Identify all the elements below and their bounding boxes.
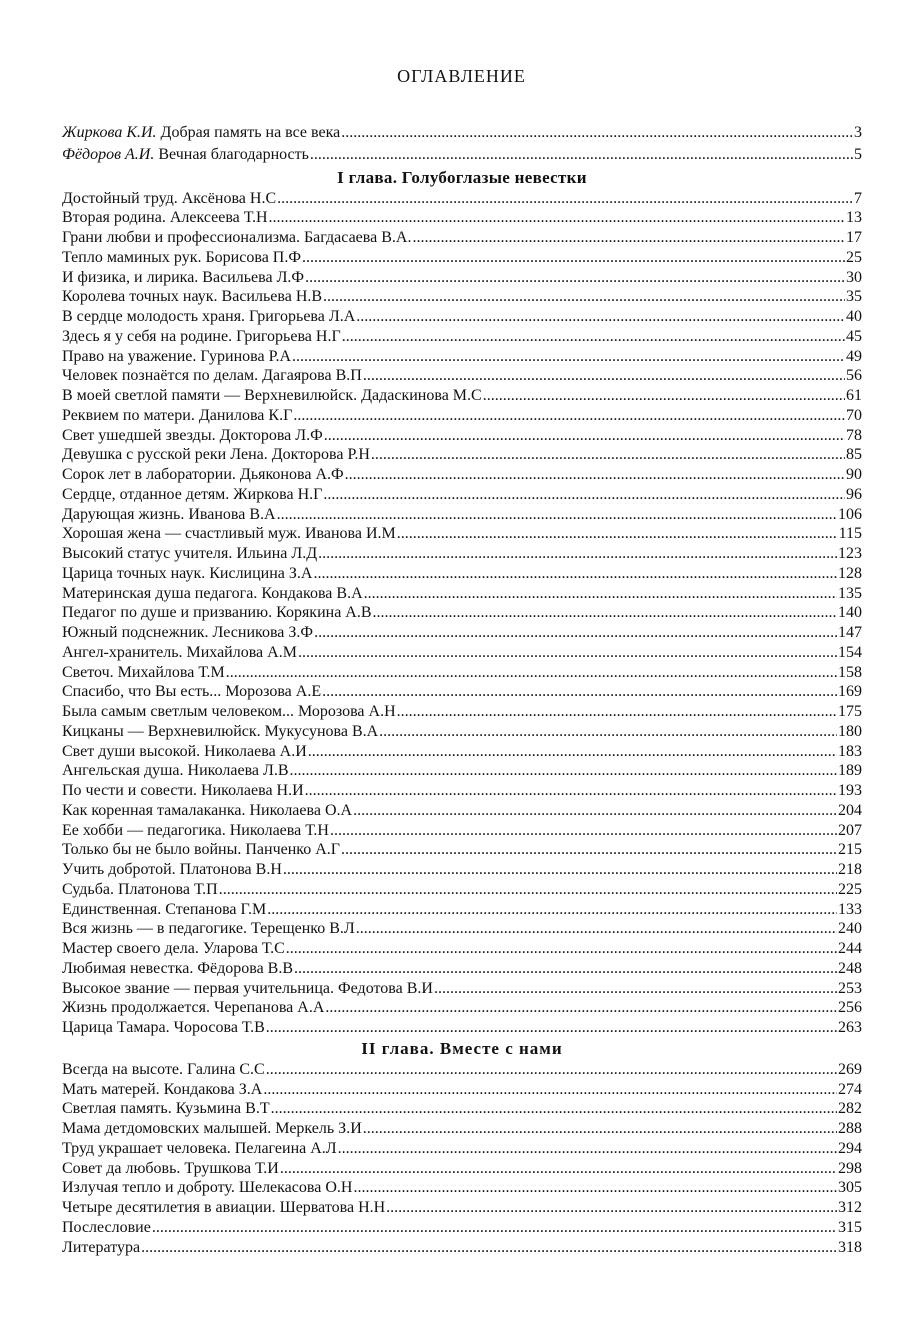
entry-page-number: 274: [838, 1080, 862, 1098]
entry-title: Труд украшает человека. Пелагеина А.Л: [62, 1139, 337, 1157]
entry-page-number: 17: [846, 229, 862, 246]
dot-leader: [283, 860, 837, 880]
entry-title: И физика, и лирика. Васильева Л.Ф: [62, 268, 305, 286]
entry-title: Человек познаётся по делам. Дагаярова В.П: [62, 367, 362, 385]
entry-page-number: 225: [838, 880, 862, 898]
entry-page-number: 135: [838, 584, 862, 602]
entry-page-number: 315: [838, 1218, 862, 1236]
dot-leader: [330, 821, 837, 841]
dot-leader: [313, 564, 837, 584]
entry-page-number: 207: [838, 821, 862, 839]
toc-entry: [62, 287, 862, 307]
dot-leader: [314, 623, 837, 643]
entry-title: Учить добротой. Платонова В.Н: [62, 861, 282, 878]
entry-title: Королева точных наук. Васильева Н.В: [62, 288, 323, 306]
entry-page-number: 240: [838, 920, 862, 938]
entry-page-number: 180: [838, 722, 862, 740]
entry-page-number: 215: [838, 841, 862, 859]
entry-title: Единственная. Степанова Г.М: [62, 900, 267, 918]
entry-page-number: 154: [838, 643, 862, 661]
toc-entry: [62, 1080, 862, 1100]
entry-page-number: 78: [846, 426, 862, 444]
entry-page-number: 123: [838, 545, 862, 562]
dot-leader: [219, 880, 837, 900]
entry-page-number: 312: [838, 1199, 862, 1216]
dot-leader: [318, 544, 837, 564]
entry-page-number: 305: [838, 1179, 862, 1197]
entry-title: Совет да любовь. Трушкова Т.И: [62, 1159, 279, 1177]
entry-title: Девушка с русской реки Лена. Докторова Р.Н: [62, 446, 370, 464]
toc-entry: [62, 1099, 862, 1119]
dot-leader: [364, 584, 837, 604]
entry-page-number: 175: [838, 703, 862, 720]
entry-page-number: 189: [838, 762, 862, 780]
dot-leader: [356, 919, 837, 939]
entry-page-number: 128: [838, 564, 862, 582]
toc-entry: [62, 781, 862, 801]
toc-entry: [62, 900, 862, 920]
toc-entry: [62, 939, 862, 959]
chapter-heading: II глава. Вместе с нами: [361, 1038, 563, 1058]
toc-entry: [62, 959, 862, 979]
entry-title: Сердце, отданное детям. Жиркова Н.Г: [62, 485, 323, 503]
toc-entry: [62, 702, 862, 722]
dot-leader: [412, 228, 845, 248]
entry-author: Фёдоров А.И.: [62, 145, 155, 163]
entry-page-number: 282: [838, 1100, 862, 1118]
entry-title: Свет ушедшей звезды. Докторова Л.Ф: [62, 426, 323, 444]
chapter-heading: I глава. Голубоглазые невестки: [337, 167, 587, 187]
dot-leader: [324, 426, 845, 446]
entry-title: [62, 123, 340, 143]
dot-leader: [345, 465, 845, 485]
entry-title: Реквием по матери. Данилова К.Г: [62, 406, 293, 424]
entry-page-number: 35: [846, 288, 862, 306]
toc-entry: [62, 880, 862, 900]
dot-leader: [341, 840, 837, 860]
entry-page-number: 106: [838, 505, 862, 523]
toc-entry: [62, 1060, 862, 1080]
toc-entry: [62, 1159, 862, 1179]
entry-page-number: 7: [854, 189, 862, 207]
entry-title: Право на уважение. Гуринова Р.А: [62, 347, 292, 365]
entry-page-number: 244: [838, 940, 862, 957]
entry-page-number: 3: [854, 124, 862, 141]
toc-entry: [62, 663, 862, 683]
entry-title: В сердце молодость храня. Григорьева Л.А: [62, 308, 356, 325]
toc-entry: [62, 445, 862, 465]
toc-entry: [62, 327, 862, 347]
dot-leader: [434, 979, 837, 999]
dot-leader: [353, 801, 837, 821]
dot-leader: [141, 1238, 837, 1258]
entry-title: Кицканы — Верхневилюйск. Мукусунова В.А: [62, 722, 379, 740]
entry-title: Царица Тамара. Чоросова Т.В: [62, 1019, 265, 1036]
dot-leader: [277, 189, 853, 209]
entry-page-number: 96: [846, 485, 862, 503]
dot-leader: [363, 1119, 837, 1139]
dot-leader: [397, 524, 838, 544]
dot-leader: [363, 366, 845, 386]
dot-leader: [397, 702, 837, 722]
dot-leader: [379, 722, 837, 742]
entry-page-number: 158: [838, 663, 862, 681]
entry-title: Дарующая жизнь. Иванова В.А: [62, 505, 276, 523]
toc-entry: [62, 584, 862, 604]
dot-leader: [356, 307, 845, 327]
toc-entry: [62, 505, 862, 525]
dot-leader: [266, 1060, 837, 1080]
toc-entry: [62, 998, 862, 1018]
dot-leader: [290, 761, 837, 781]
entry-title: Мастер своего дела. Уларова Т.С: [62, 940, 285, 957]
preface-entry: [62, 123, 862, 143]
toc-entry: [62, 228, 862, 248]
toc-entry: [62, 722, 862, 742]
dot-leader: [373, 603, 837, 623]
entry-page-number: 253: [838, 979, 862, 997]
entry-page-number: 30: [846, 268, 862, 286]
entry-title: Хорошая жена — счастливый муж. Иванова И.М: [62, 525, 396, 543]
dot-leader: [323, 287, 845, 307]
entry-title: Любимая невестка. Фёдорова В.В: [62, 959, 294, 977]
preface-entry: [62, 145, 862, 165]
entry-page-number: 61: [846, 387, 862, 404]
entry-page-number: 40: [846, 308, 862, 325]
toc-entry: [62, 189, 862, 209]
entry-page-number: 147: [838, 624, 862, 641]
dot-leader: [269, 208, 845, 228]
dot-leader: [325, 998, 837, 1018]
entry-title: По чести и совести. Николаева Н.И: [62, 782, 304, 799]
toc-entry: [62, 1178, 862, 1198]
toc-entry: [62, 840, 862, 860]
entry-title: Ее хобби — педагогика. Николаева Т.Н: [62, 821, 329, 839]
toc-entry: [62, 307, 862, 327]
dot-leader: [286, 939, 837, 959]
dot-leader: [310, 145, 853, 165]
entry-title: Судьба. Платонова Т.П: [62, 880, 218, 898]
entry-title: Тепло маминых рук. Борисова П.Ф: [62, 248, 301, 266]
toc-entry: [62, 801, 862, 821]
entry-page-number: 298: [838, 1159, 862, 1177]
entry-author: Жиркова К.И.: [62, 124, 157, 141]
toc-entry: [62, 366, 862, 386]
entry-title: Светлая память. Кузьмина В.Т: [62, 1100, 270, 1118]
entry-title: Литература: [62, 1238, 141, 1256]
dot-leader: [263, 1080, 837, 1100]
toc-entry: [62, 406, 862, 426]
toc-entry: [62, 465, 862, 485]
dot-leader: [226, 663, 837, 683]
entry-page-number: 56: [846, 367, 862, 385]
entry-title: Царица точных наук. Кислицина З.А: [62, 564, 313, 582]
entry-title: Достойный труд. Аксёнова Н.С: [62, 189, 277, 207]
dot-leader: [271, 1099, 837, 1119]
toc-entry: [62, 347, 862, 367]
entry-page-number: 169: [838, 683, 862, 701]
dot-leader: [152, 1218, 837, 1238]
entry-page-number: 85: [846, 446, 862, 464]
toc-entry: [62, 524, 862, 544]
entry-title: Грани любви и профессионализма. Багдасаева В.А.: [62, 229, 412, 246]
toc-entry: [62, 821, 862, 841]
toc-entry: [62, 643, 862, 663]
entry-page-number: 269: [838, 1060, 862, 1078]
toc-entry: [62, 1198, 862, 1218]
entry-title: Четыре десятилетия в авиации. Шерватова Н.Н: [62, 1199, 386, 1216]
toc-entry: [62, 426, 862, 446]
entry-title: В моей светлой памяти — Верхневилюйск. Дадаскинова М.С: [62, 387, 482, 404]
entry-title: Только бы не было войны. Панченко А.Г: [62, 841, 341, 859]
toc-entry: [62, 623, 862, 643]
dot-leader: [267, 900, 837, 920]
entry-title: Мать матерей. Кондакова З.А: [62, 1080, 263, 1098]
entry-page-number: 218: [838, 861, 862, 878]
page-title: ОГЛАВЛЕНИЕ: [397, 66, 526, 86]
toc-entry: [62, 742, 862, 762]
entry-page-number: 288: [838, 1120, 862, 1137]
entry-title: Ангел-хранитель. Михайлова А.М: [62, 643, 297, 661]
entry-title: Вторая родина. Алексеева Т.Н: [62, 209, 268, 227]
entry-title: Послесловие: [62, 1218, 151, 1236]
entry-page-number: 318: [838, 1238, 862, 1256]
dot-leader: [280, 1159, 837, 1179]
toc-entry: [62, 386, 862, 406]
toc-entry: [62, 919, 862, 939]
entry-page-number: 90: [846, 466, 862, 483]
toc-entry: [62, 268, 862, 288]
toc-entry: [62, 1238, 862, 1258]
entry-page-number: 70: [846, 406, 862, 424]
entry-title: Как коренная тамалаканка. Николаева О.А: [62, 801, 353, 819]
dot-leader: [371, 445, 845, 465]
entry-text: Вечная благодарность: [158, 145, 309, 163]
entry-title: Вся жизнь — в педагогике. Терещенко В.Л: [62, 920, 355, 938]
dot-leader: [386, 1198, 837, 1218]
toc-entry: [62, 564, 862, 584]
toc-entry: [62, 603, 862, 623]
toc-entry: [62, 248, 862, 268]
entry-title: Свет души высокой. Николаева А.И: [62, 742, 307, 760]
entry-page-number: 5: [854, 145, 862, 163]
toc-entry: [62, 208, 862, 228]
toc-entry: [62, 761, 862, 781]
entry-page-number: 193: [838, 782, 862, 799]
entry-page-number: 115: [838, 525, 862, 543]
entry-page-number: 133: [838, 900, 862, 918]
entry-page-number: 25: [846, 248, 862, 266]
toc-entry: [62, 979, 862, 999]
entry-page-number: 45: [846, 327, 862, 345]
entry-title: Светоч. Михайлова Т.М: [62, 663, 225, 681]
toc-entry: [62, 1018, 862, 1038]
dot-leader: [353, 1178, 837, 1198]
entry-title: Южный подснежник. Лесникова З.Ф: [62, 624, 314, 641]
entry-title: Сорок лет в лаборатории. Дьяконова А.Ф: [62, 466, 344, 483]
entry-page-number: 256: [838, 999, 862, 1017]
entry-title: Высокое звание — первая учительница. Федотова В.И: [62, 979, 433, 997]
toc-entry: [62, 682, 862, 702]
toc-entry: [62, 1139, 862, 1159]
entry-title: Педагог по душе и призванию. Корякина А.В: [62, 604, 372, 622]
entry-page-number: 49: [846, 347, 862, 365]
entry-page-number: 183: [838, 742, 862, 760]
entry-title: Всегда на высоте. Галина С.С: [62, 1060, 265, 1078]
toc-entry: [62, 1218, 862, 1238]
dot-leader: [277, 505, 837, 525]
dot-leader: [305, 268, 845, 288]
dot-leader: [294, 959, 837, 979]
entry-page-number: 248: [838, 959, 862, 977]
toc-entry: [62, 485, 862, 505]
entry-title: Жизнь продолжается. Черепанова А.А: [62, 999, 325, 1017]
dot-leader: [292, 347, 845, 367]
entry-title: Материнская душа педагога. Кондакова В.А: [62, 584, 363, 602]
toc-entry: [62, 860, 862, 880]
entry-title: Спасибо, что Вы есть... Морозова А.Е: [62, 683, 322, 701]
entry-page-number: 294: [838, 1139, 862, 1157]
dot-leader: [308, 742, 837, 762]
dot-leader: [322, 682, 837, 702]
entry-title: Здесь я у себя на родине. Григорьева Н.Г: [62, 327, 341, 345]
table-of-contents: [62, 123, 862, 1257]
dot-leader: [298, 643, 837, 663]
dot-leader: [338, 1139, 837, 1159]
entry-title: [62, 145, 309, 165]
entry-title: Высокий статус учителя. Ильина Л.Д: [62, 545, 318, 562]
dot-leader: [342, 327, 845, 347]
dot-leader: [323, 485, 845, 505]
entry-page-number: 263: [838, 1019, 862, 1036]
dot-leader: [266, 1018, 837, 1038]
dot-leader: [302, 248, 845, 268]
toc-entry: [62, 1119, 862, 1139]
entry-page-number: 13: [846, 209, 862, 227]
toc-entry: [62, 544, 862, 564]
dot-leader: [293, 406, 845, 426]
entry-title: Излучая тепло и доброту. Шелекасова О.Н: [62, 1179, 353, 1197]
dot-leader: [305, 781, 837, 801]
entry-page-number: 204: [838, 801, 862, 819]
entry-page-number: 140: [838, 604, 862, 622]
entry-title: Мама детдомовских малышей. Меркель З.И: [62, 1120, 362, 1137]
dot-leader: [483, 386, 845, 406]
entry-title: Ангельская душа. Николаева Л.В: [62, 762, 289, 780]
entry-text: Добрая память на все века: [160, 124, 341, 141]
dot-leader: [341, 123, 853, 143]
entry-title: Была самым светлым человеком... Морозова А.Н: [62, 703, 396, 720]
